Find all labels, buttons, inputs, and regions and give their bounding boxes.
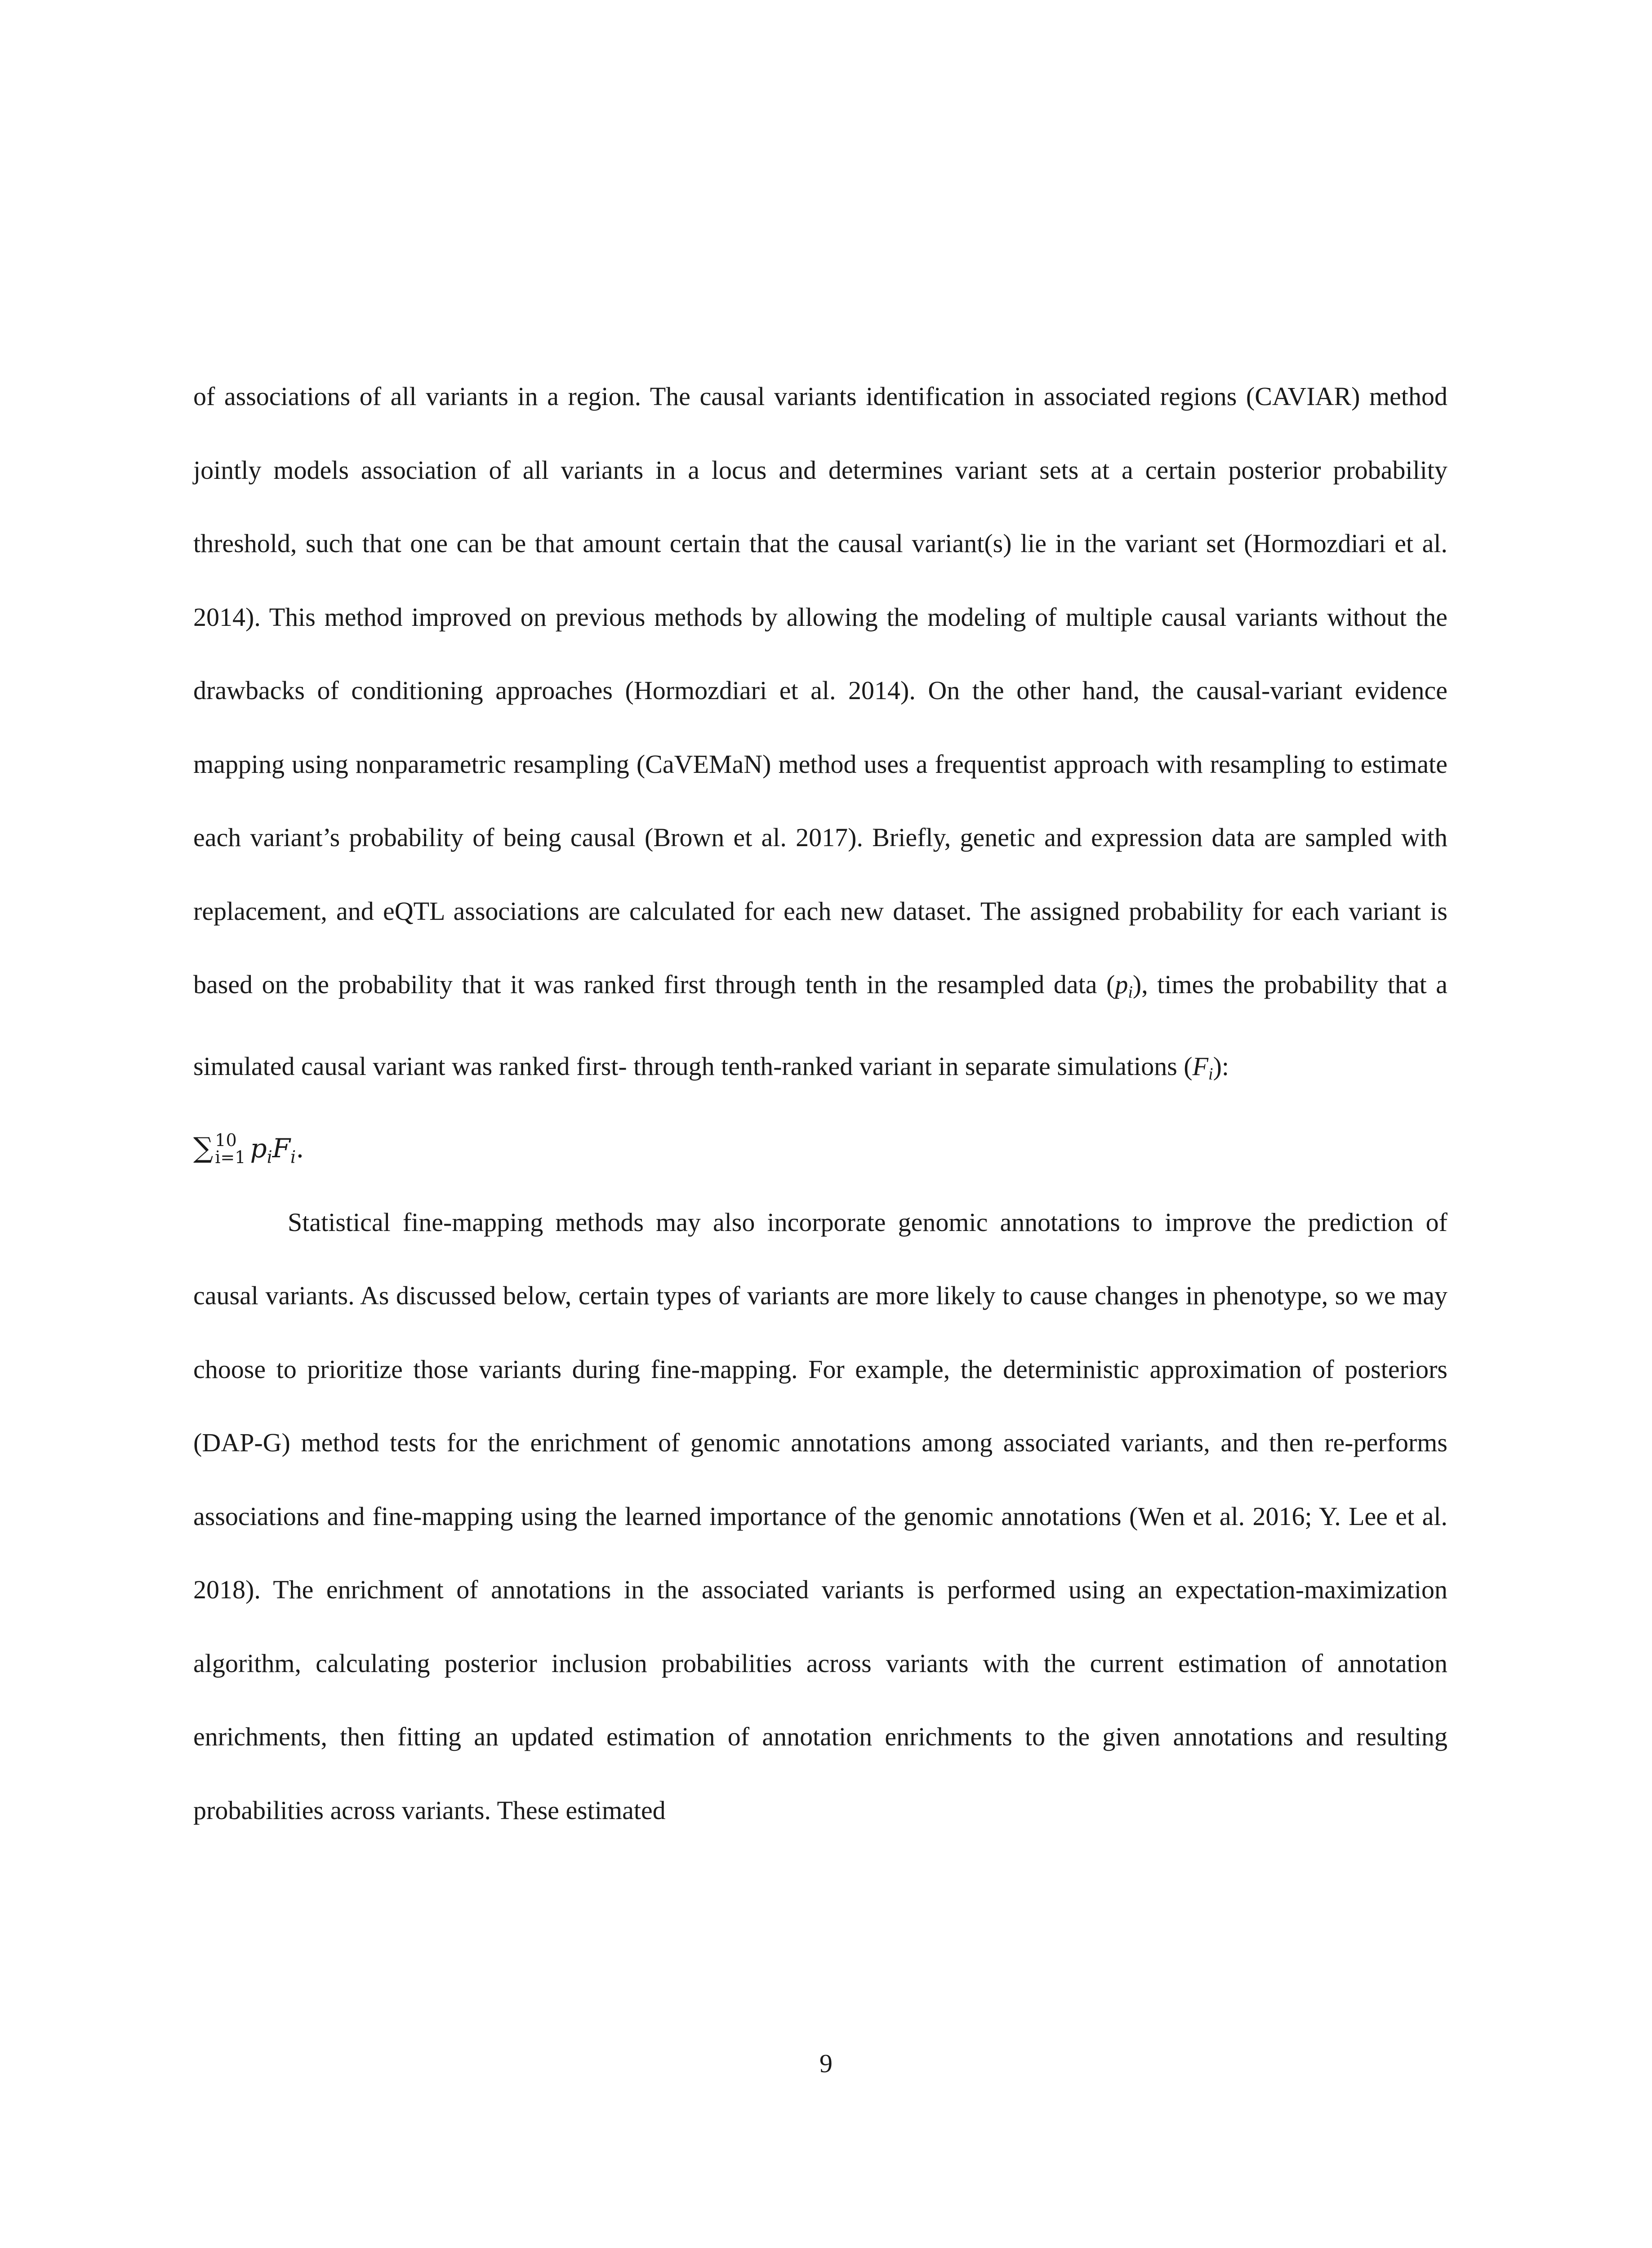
formula-term-f-subscript: i	[290, 1147, 296, 1167]
page-body	[193, 360, 1447, 1847]
paragraph-1-text-b: ), times the probability that a simulated causal variant was ranked first- through tenth-ranked variant in separate simulations (	[193, 970, 1447, 1081]
symbol-f-subscript: i	[1208, 1064, 1213, 1084]
paragraph-1-text-a: of associations of all variants in a region. The causal variants identification in associated regions (CAVIAR) method jointly models association of all variants in a locus and determines variant sets at a certain posterior probability threshold, such that one can be that amount certain that the causal variant(s) lie in the variant set (Hormozdiari et al. 2014). This method improved on previous methods by allowing the modeling of multiple causal variants without the drawbacks of conditioning approaches (Hormozdiari et al. 2014). On the other hand, the causal-variant evidence mapping using nonparametric resampling (CaVEMaN) method uses a frequentist approach with resampling to estimate each variant’s probability of being causal (Brown et al. 2017). Briefly, genetic and expression data are sampled with replacement, and eQTL associations are calculated for each new dataset. The assigned probability for each variant is based on the probability that it was ranked first through tenth in the resampled data (	[193, 382, 1447, 999]
symbol-f: F	[1192, 1051, 1209, 1081]
formula-term-p-subscript: i	[267, 1147, 272, 1167]
symbol-p: p	[1115, 970, 1128, 999]
page-number: 9	[819, 2049, 833, 2078]
formula-term-f: F	[272, 1133, 290, 1164]
sum-upper-limit: 10	[215, 1130, 237, 1150]
formula-trailing: .	[296, 1133, 304, 1164]
sum-limits	[215, 1132, 245, 1166]
paragraph-1	[193, 360, 1447, 1111]
paragraph-1-text-c: ):	[1213, 1051, 1229, 1081]
paragraph-2: Statistical fine-mapping methods may also incorporate genomic annotations to improve the prediction of causal variants. As discussed below, certain types of variants are more likely to cause changes in phenotype, so we may choose to prioritize those variants during fine-mapping. For example, the deterministic approximation of posteriors (DAP-G) method tests for the enrichment of genomic annotations among associated variants, and then re-performs associations and fine-mapping using the learned importance of the genomic annotations (Wen et al. 2016; Y. Lee et al. 2018). The enrichment of annotations in the associated variants is performed using an expectation-maximization algorithm, calculating posterior inclusion probabilities across variants with the current estimation of annotation enrichments, then fitting an updated estimation of annotation enrichments to the given annotations and resulting probabilities across variants. These estimated	[193, 1207, 1447, 1825]
formula-term-p: p	[250, 1133, 267, 1164]
sum-lower-limit: i=1	[215, 1147, 246, 1167]
summation-formula	[193, 1111, 1447, 1186]
sum-symbol: ∑	[193, 1131, 214, 1164]
symbol-p-subscript: i	[1128, 983, 1133, 1002]
